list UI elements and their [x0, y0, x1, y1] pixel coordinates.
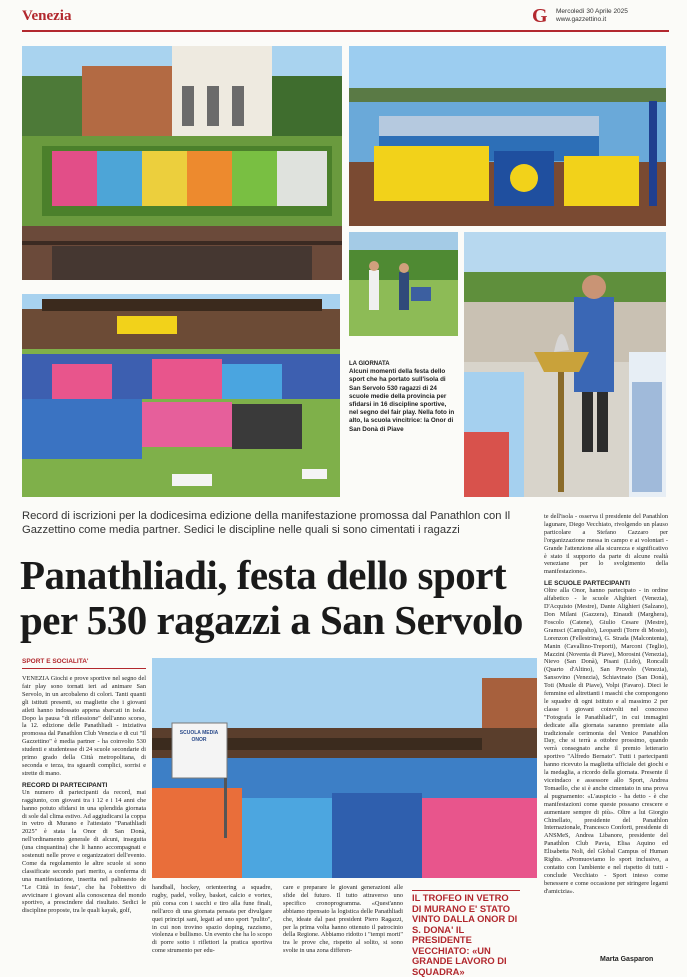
section-label: SPORT E SOCIALITA' — [22, 658, 89, 665]
headline-line-1: Panathliadi, festa dello sport — [20, 552, 507, 598]
photo-winners-platform — [349, 46, 666, 226]
photo-officials — [349, 232, 458, 336]
col4-paragraph-1: te dell'isola - osserva il presidente del Panathlon lagunare, Diego Vecchiato, rivolgendo un plauso particolare a Stefano Cazzaro per l'organizzazione messa in campo e ai volontari - Grande l'attenzione alla sicurezza e significativo è stato il supporto da parte di alcune realtà veneziane per lo svolgimento della manifestazione». — [544, 513, 668, 576]
date-text: Mercoledì 30 Aprile 2025 — [556, 8, 628, 15]
column-1 — [22, 658, 146, 915]
photo-crowd-banner — [152, 658, 537, 878]
col4-subheading: LE SCUOLE PARTECIPANTI — [544, 580, 631, 588]
banner-sign: SCUOLA MEDIA ONOR — [179, 730, 219, 743]
header-rule — [22, 30, 669, 32]
headline-line-2: per 530 ragazzi a San Servolo — [20, 597, 523, 643]
column-4 — [544, 513, 668, 896]
photo-caption — [349, 360, 457, 434]
pull-quote: IL TROFEO IN VETRO DI MURANO E' STATO VINTO DALLA ONOR DI S. DONA' IL PRESIDENTE VECCHIATO: «UN GRANDE LAVORO DI SQUADRA» — [412, 892, 518, 977]
photo-torch-lighting — [464, 232, 666, 497]
col4-paragraph-2: Oltre alla Onor, hanno partecipato - in ordine alfabetico - le scuole Alighieri (Venezia), D'Acquisto (Mestre), Dante Alighieri (Salzano), Don Milani (Gazzera), Einaudi (Marghera), Foscolo (Catene), Giulio Cesare (Mestre), Gramsci (Campalto), Leopardi (Torre di Mosto), Lorenzon (Fellestrina), G. Strada (Malcontenta), Manin (Cavallino-Treporti), Marconi (Teglio), Mazzini (Noventa di Piave), Morosini (Venezia), Nievo (San Donà), Pisani (Lido), Roncalli (Quarto d'Altino), San Provolo (Venezia), Sansovino (Venezia), Schiavinato (San Donà), Toti (Musile di Piave), Volpi (Favaro). Dieci le femmine ed altrettanti i maschi che compongono le squadre di ogni istituto e al massimo 2 per classe i giovani coinvolti nel concorso "Fotografa le Panathliadi", in cui immagini dedicate alla giornata saranno premiate alla tradizionale cerimonia del Venice Panathlon Day, che si terrà a ottobre prossimo, quando verrà consegnato anche il premio letterario sportivo "Alfredo Bernato". Tutti i partecipanti hanno ricevuto la maglietta ufficiale dei giochi e la medaglia, a ricordo della giornata. Presente il viceindaco e assessore allo Sport, Andrea Tomaello, che si è anche cimentato in una prova al pugnamento: «L'auspicio - ha detto - è che manifestazioni come queste possano crescere e aumentare sempre di più». Oltre a lui Giorgio Chinellato, presidente del Panathlon Internazionale, Francesco Conforti, presidente di ANSMeS, Andrea Libanore, presidente del Panathlon Club Pavia, Elisa Aquino ed Elisabetta Noli, del Global Campus of Human Rights. «Promuoviamo lo sport inclusivo, a contatto con l'ambiente e nel rispetto di tutti - conclude Vecchiato - Sport inteso come benessere e come occasione per stringere legami d'amicizia». — [544, 587, 668, 895]
section-title: Venezia — [22, 8, 72, 24]
article-headline — [20, 553, 540, 643]
col1-paragraph-1: VENEZIA Giochi e prove sportive nel segno del fair play sono tornati ieri ad animare San Servolo, in un arcobaleno di colori. Tanti quanti gli istituti presenti, su magliette che i giovani atleti hanno indossato appena sbarcati in isola. Dopo la pausa "di riflessione" dell'anno scorso, la 12. edizione delle Panathliadi - iniziativa promossa dal Panathlon Club Venezia e di cui "Il Gazzettino" è media partner - ha coinvolto 530 studenti e studentesse di 24 scuole secondarie di primo grado della Città metropolitana, di seconda e terza, tra sguardi complici, sorrisi e strette di mano. — [22, 675, 146, 777]
photo-courtyard-crowd — [22, 46, 342, 280]
article-subhead: Record di iscrizioni per la dodicesima edizione della manifestazione promossa dal Panathlon con Il Gazzettino come media partner. Sedici le discipline nelle quali si sono cimentati i ragazzi — [22, 510, 511, 536]
caption-text: Alcuni momenti della festa dello sport che ha portato sull'isola di San Servolo 530 ragazzi di 24 scuole medie della provincia per sfidarsi in 16 discipline sportive, nel segno del fair play. Nella foto in alto, la scuola vincitrice: la Onor di San Donà di Piave — [349, 368, 455, 433]
site-text: www.gazzettino.it — [556, 16, 607, 23]
section-rule — [22, 668, 146, 669]
issue-date — [556, 8, 628, 24]
photo-seated-students — [22, 294, 340, 497]
col3-paragraph: care e preparare le giovani generazioni alle sfide del futuro. Il tutto attraverso uno specifico cronoprogramma. «Quest'anno abbiamo ripensato la logistica delle Panathliadi che, ideate dal past president Piero Ragazzi, per la prima volta hanno ottenuto il patrocinio della Regione. Abbiamo ridotto i "tempi morti" tra le prove che, rispetto al solito, si sono svolte in una zona differen- — [283, 884, 403, 955]
col2-paragraph: handball, hockey, orienteering a squadre, rugby, padel, volley, basket, calcio e vortex, più corsa con i sacchi e tiro alla fune finali, nell'arco di una giornata pensata per divulgare quei principi sani, legati ad uno sport "pulito", in cui non trovino spazio doping, razzismo, violenza e bullismo. Un evento che ha lo scopo di porre sotto i riflettori la pratica sportiva come strumento per edu- — [152, 884, 272, 955]
newspaper-logo: G — [532, 5, 548, 27]
byline: Marta Gasparon — [600, 956, 654, 963]
pull-quote-rule — [412, 890, 520, 891]
caption-title: LA GIORNATA — [349, 361, 390, 367]
col1-paragraph-2: Un numero di partecipanti da record, mai raggiunto, con giovani tra i 12 e i 14 anni che hanno potuto sfidarsi in una splendida giornata di sole dal clima estivo. Ad aggiudicarsi la coppa in vetro di Murano e l'attestato "Panathliadi 2025" è stata la Onor di San Donà, nell'ordinamento generale di alcuni, inseguita (una cinquantina) che li hanno accompagnati e sostenuti nelle prove e organizzatori dell'evento. Come da regolamento le altre scuole si sono classificate secondo pari merito, a conferma di una manifestazione, inserita nel palinsesto de "Le Città in festa", che ha l'obiettivo di avvicinare i giovani alla conoscenza del mondo sportivo, a prescindere dal risultato. Sedici le discipline proposte, tra le quali kayak, golf, — [22, 788, 146, 915]
col1-subheading: RECORD DI PARTECIPANTI — [22, 781, 108, 789]
